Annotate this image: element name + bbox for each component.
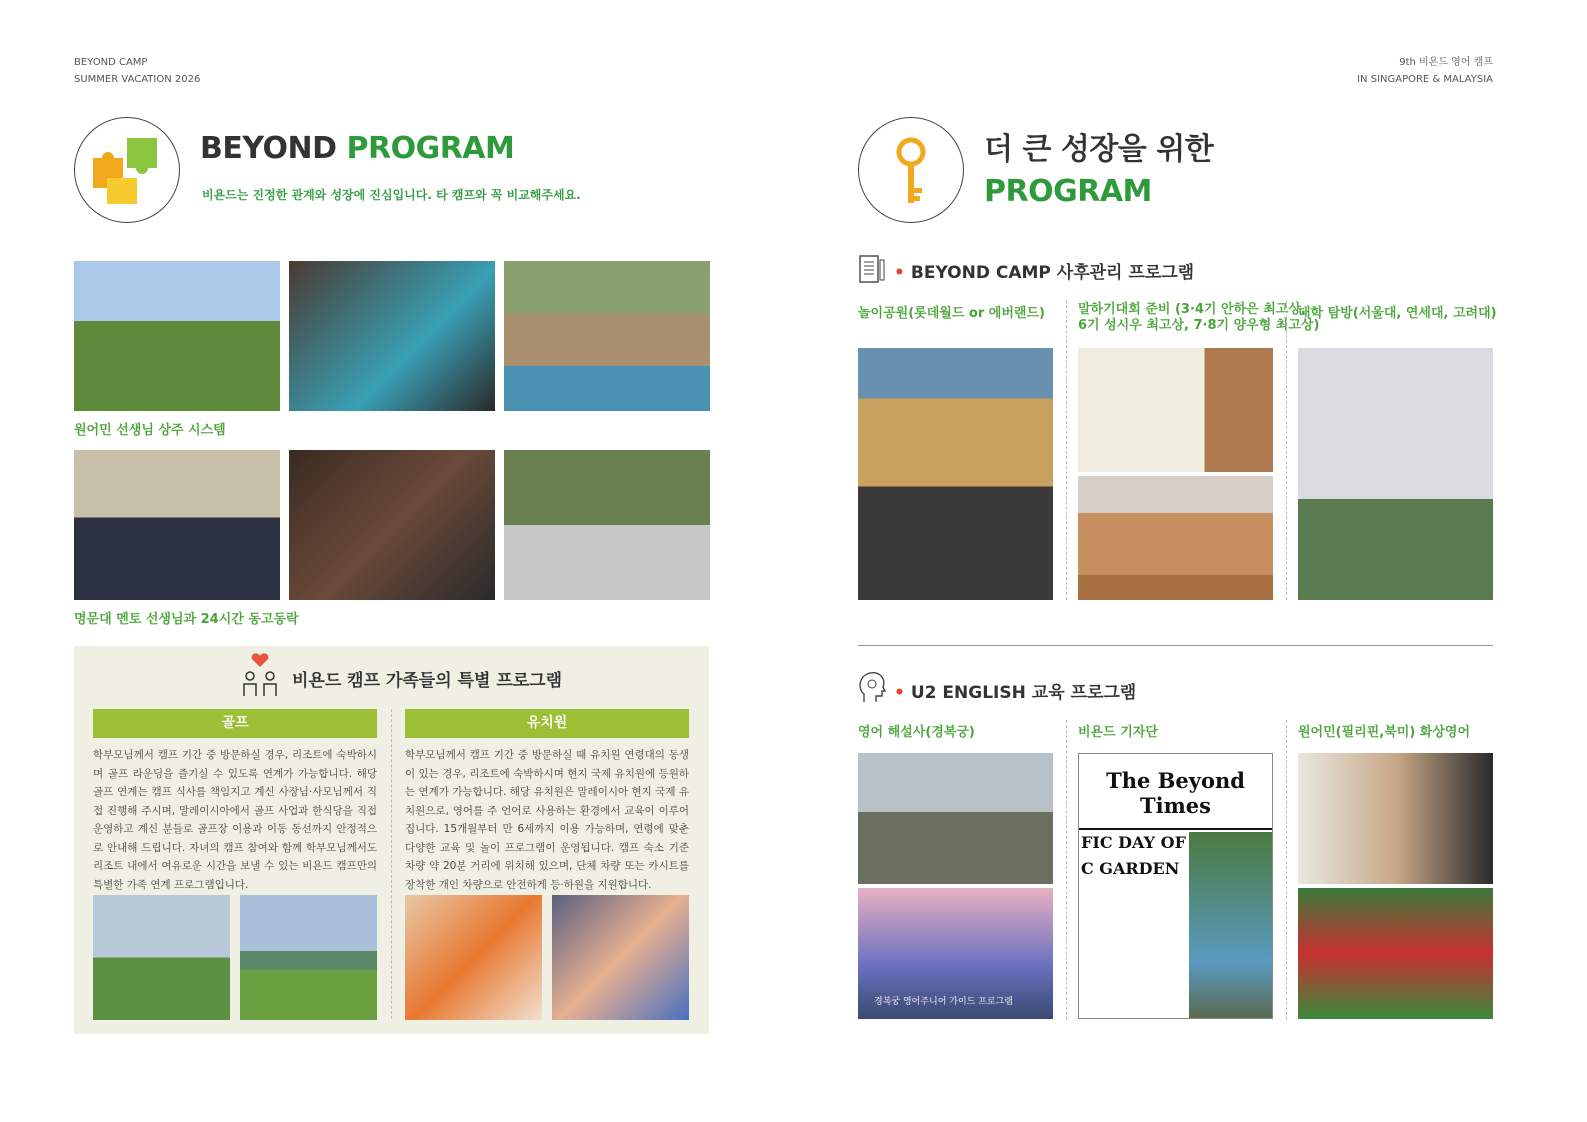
section-u2-title: • U2 ENGLISH 교육 프로그램 bbox=[894, 683, 1137, 703]
caption-native-teachers: 원어민 선생님 상주 시스템 bbox=[74, 423, 226, 438]
key-icon bbox=[858, 117, 964, 223]
head-icon bbox=[858, 670, 886, 708]
photo-mentors-outdoor bbox=[504, 450, 710, 600]
photo-palace-group bbox=[858, 753, 1053, 884]
photo-certificates-row bbox=[1078, 476, 1273, 600]
caption-video-english: 원어민(필리핀,북미) 화상영어 bbox=[1298, 725, 1471, 740]
caption-university-tour: 대학 탐방(서울대, 연세대, 고려대) bbox=[1298, 306, 1497, 321]
caption-speech-contest: 말하기대회 준비 (3·4기 안하은 최고상, 6기 성시우 최고상, 7·8기 양우형 최고상) bbox=[1078, 302, 1320, 333]
divider bbox=[1066, 720, 1067, 1020]
family-heart-icon bbox=[240, 652, 282, 702]
kindergarten-text: 학부모님께서 캠프 기간 중 방문하실 때 유치원 연령대의 동생이 있는 경우, 리조트에 숙박하시며 현지 국제 유치원에 등원하는 연계가 가능합니다. 해당 유치원은 말레이시아 현지 국제 유치원으로, 영어를 주 언어로 사용하는 환경에서 교육이 이루어집니다. 15개월부터 만 6세까지 이용 가능하며, 연령에 맞춘 다양한 교육 및 놀이 프로그램이 운영됩니다. 캠프 숙소 기준 차량 약 20분 거리에 위치해 있으며, 단체 차량 또는 카시트를 장착한 개인 차량으로 안전하게 등·하원을 지원합니다. bbox=[405, 749, 689, 891]
headline-line: C GARDEN bbox=[1081, 859, 1180, 878]
family-program-box bbox=[74, 646, 709, 1034]
page-subtitle: 비욘드는 진정한 관계와 성장에 진심입니다. 타 캠프와 꼭 비교해주세요. bbox=[202, 188, 581, 202]
column-divider bbox=[391, 709, 392, 1019]
divider bbox=[1286, 720, 1287, 1020]
photo-group-lawn bbox=[74, 261, 280, 411]
photo-newspaper bbox=[1078, 753, 1273, 1019]
photo-golf-1 bbox=[93, 895, 230, 1020]
photo-kinder-2 bbox=[552, 895, 689, 1020]
photo-group-indoor bbox=[289, 261, 495, 411]
photo-kinder-1 bbox=[405, 895, 542, 1020]
photo-certificate bbox=[1078, 348, 1273, 472]
season-line: SUMMER VACATION 2026 bbox=[74, 74, 201, 85]
page-title: BEYOND PROGRAM bbox=[200, 131, 515, 166]
photo-golf-2 bbox=[240, 895, 377, 1020]
golf-header: 골프 bbox=[93, 709, 377, 738]
photo-mentors-dinner bbox=[289, 450, 495, 600]
golf-text: 학부모님께서 캠프 기간 중 방문하실 경우, 리조트에 숙박하시며 골프 라운딩을 즐기실 수 있도록 연계가 가능합니다. 해당 골프 연계는 캠프 식사를 책임지고 계신 사장님·사모님께서 직접 진행해 주시며, 말레이시아에서 골프 사업과 한식당을 직접 운영하고 계신 분들로 골프장 이용과 이동 동선까지 안정적으로 안내해 드립니다. 자녀의 캠프 참여와 함께 학부모님께서도 리조트 내에서 여유로운 시간을 보낼 수 있는 비욘드 캠프만의 특별한 가족 연계 프로그램입니다. bbox=[93, 749, 377, 891]
header-left bbox=[74, 54, 200, 88]
photo-palace-poster bbox=[858, 888, 1053, 1019]
caption-palace-guide: 영어 해설사(경복궁) bbox=[858, 725, 975, 740]
section-aftercare-title: • BEYOND CAMP 사후관리 프로그램 bbox=[894, 263, 1195, 283]
caption-mentors: 명문대 멘토 선생님과 24시간 동고동락 bbox=[74, 612, 299, 627]
caption-reporters: 비욘드 기자단 bbox=[1078, 725, 1158, 740]
newspaper-headline bbox=[1081, 830, 1186, 882]
divider bbox=[1066, 300, 1067, 600]
newspaper-masthead: The Beyond Times bbox=[1106, 768, 1245, 818]
caption-amusement-park: 놀이공원(롯데월드 or 에버랜드) bbox=[858, 306, 1045, 321]
puzzle-icon bbox=[74, 117, 180, 223]
photo-university-gate bbox=[1298, 348, 1493, 600]
kindergarten-header: 유치원 bbox=[405, 709, 689, 738]
right-title bbox=[984, 129, 1213, 213]
right-title-line1: 더 큰 성장을 위한 bbox=[984, 132, 1214, 167]
document-icon bbox=[858, 254, 886, 288]
photo-group-pool bbox=[504, 261, 710, 411]
family-title: 비욘드 캠프 가족들의 특별 프로그램 bbox=[292, 671, 563, 691]
palace-poster-caption: 경복궁 영어주니어 가이드 프로그램 bbox=[874, 997, 1013, 1007]
section-divider bbox=[858, 645, 1493, 646]
photo-mentors-towels bbox=[74, 450, 280, 600]
edition-line: 9th 비욘드 영어 캠프 bbox=[1399, 57, 1493, 68]
header-right bbox=[1357, 54, 1493, 88]
photo-video-english-2 bbox=[1298, 888, 1493, 1019]
photo-amusement-park bbox=[858, 348, 1053, 600]
photo-video-english-1 bbox=[1298, 753, 1493, 884]
brand-line: BEYOND CAMP bbox=[74, 57, 148, 68]
right-title-line2: PROGRAM bbox=[984, 174, 1152, 209]
headline-line: FIC DAY OF bbox=[1081, 833, 1186, 852]
newspaper-photo bbox=[1189, 832, 1273, 1018]
location-line: IN SINGAPORE & MALAYSIA bbox=[1357, 74, 1493, 85]
divider bbox=[1286, 300, 1287, 600]
